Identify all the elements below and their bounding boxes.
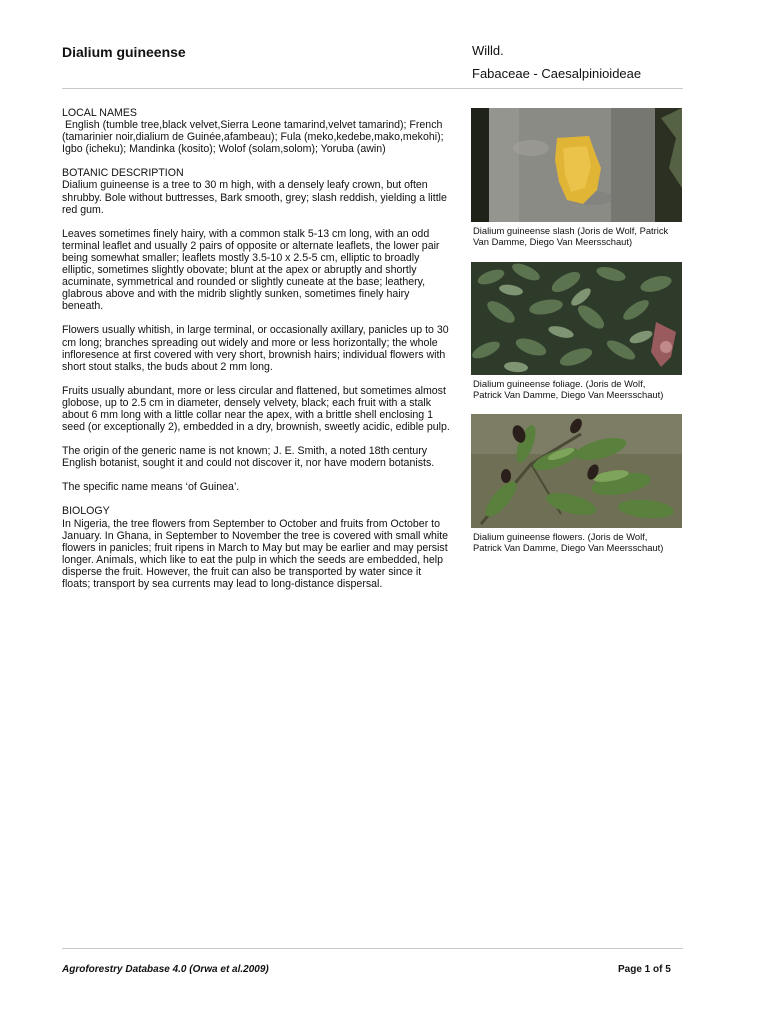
figure-slash: [471, 108, 683, 247]
figure-foliage: [471, 262, 683, 400]
flowers-photo: [471, 414, 682, 528]
local-names-heading: LOCAL NAMES: [62, 107, 137, 119]
local-names-section: [62, 107, 452, 155]
header-divider: [62, 88, 683, 89]
page-title: Dialium guineense: [62, 44, 186, 60]
paragraph: Leaves sometimes finely hairy, with a common stalk 5-13 cm long, with an odd terminal leaflet and usually 2 pairs of opposite or alternate leaflets, the lower pair being somewhat smaller; leaflets mostly 3.5-10 x 2.5-5 cm, elliptic to broadly elliptic, sometimes slightly obovate; blunt at the apex or abruptly and shortly acuminate, symmetrical and rounded or slightly cuneate at the base; leathery, glabrous above and with the midrib slightly sunken, sometimes finely hairy beneath.: [62, 227, 440, 313]
species-author: Willd.: [472, 43, 504, 58]
paragraph: Dialium guineense is a tree to 30 m high, with a densely leafy crown, but often shrubby. Bole without buttresses, Bark smooth, grey; slash reddish, yielding a little red gum.: [62, 179, 447, 216]
main-text: [62, 107, 452, 602]
biology-heading: BIOLOGY: [62, 505, 110, 518]
figure-flowers: [471, 414, 683, 553]
figure-caption: Dialium guineense slash (Joris de Wolf, Patrick Van Damme, Diego Van Meersschaut): [473, 225, 669, 247]
figure-caption: Dialium guineense foliage. (Joris de Wolf, Patrick Van Damme, Diego Van Meersschaut): [473, 378, 664, 400]
paragraph: The origin of the generic name is not known; J. E. Smith, a noted 18th century English botanist, sought it and could not discover it, nor have modern botanists.: [62, 445, 435, 470]
paragraph: The specific name means ‘of Guinea’.: [62, 481, 240, 494]
botanic-description-section: [62, 167, 452, 215]
biology-text: In Nigeria, the tree flowers from September to October and fruits from October to January. In Ghana, in September to November the tree is covered with small white flowers in panicles; fruit ripens in March to May but may be earlier and may persist longer. Animals, which like to eat the pulp in which the seeds are embedded, help disperse the fruit. However, the fruit can also be transported by water since it floats; transport by sea currents may lead to long-distance dispersal.: [62, 517, 449, 590]
biology-section: [62, 505, 452, 590]
foliage-photo: [471, 262, 682, 375]
paragraph: Fruits usually abundant, more or less circular and flattened, but sometimes almost globose, up to 2.5 cm in diameter, densely velvety, black; each fruit with a stalk about 6 mm long with a little collar near the apex, with a brittle shell enclosing 1 seed (or exceptionally 2), embedded in a dry, brownish, sweetly acidic, edible pulp.: [62, 384, 450, 434]
footer-divider: [62, 948, 683, 949]
paragraph: Flowers usually whitish, in large terminal, or occasionally axillary, panicles up to 30 cm long; branches spreading out widely and more or less horizontally; the whole infloresence at first covered with very short, brownish hairs; individual flowers with short stout stalks, the buds about 2 mm long.: [62, 324, 449, 373]
figure-caption: Dialium guineense flowers. (Joris de Wolf, Patrick Van Damme, Diego Van Meersschaut): [473, 531, 664, 553]
slash-photo: [471, 108, 682, 222]
botanic-description-heading: BOTANIC DESCRIPTION: [62, 167, 184, 180]
family-name: Fabaceae - Caesalpinioideae: [472, 66, 642, 81]
page-number: Page 1 of 5: [618, 964, 671, 975]
local-names-text: English (tumble tree,black velvet,Sierra Leone tamarind,velvet tamarind); French (tamarinier noir,dialium de Guinée,afambeau); Fula (meko,kedebe,mako,mekohi); Igbo (icheku); Mandinka (kosito); Wolof (solam,solom); Yoruba (awin): [62, 119, 447, 156]
footer-source: Agroforestry Database 4.0 (Orwa et al.2009): [62, 964, 269, 975]
